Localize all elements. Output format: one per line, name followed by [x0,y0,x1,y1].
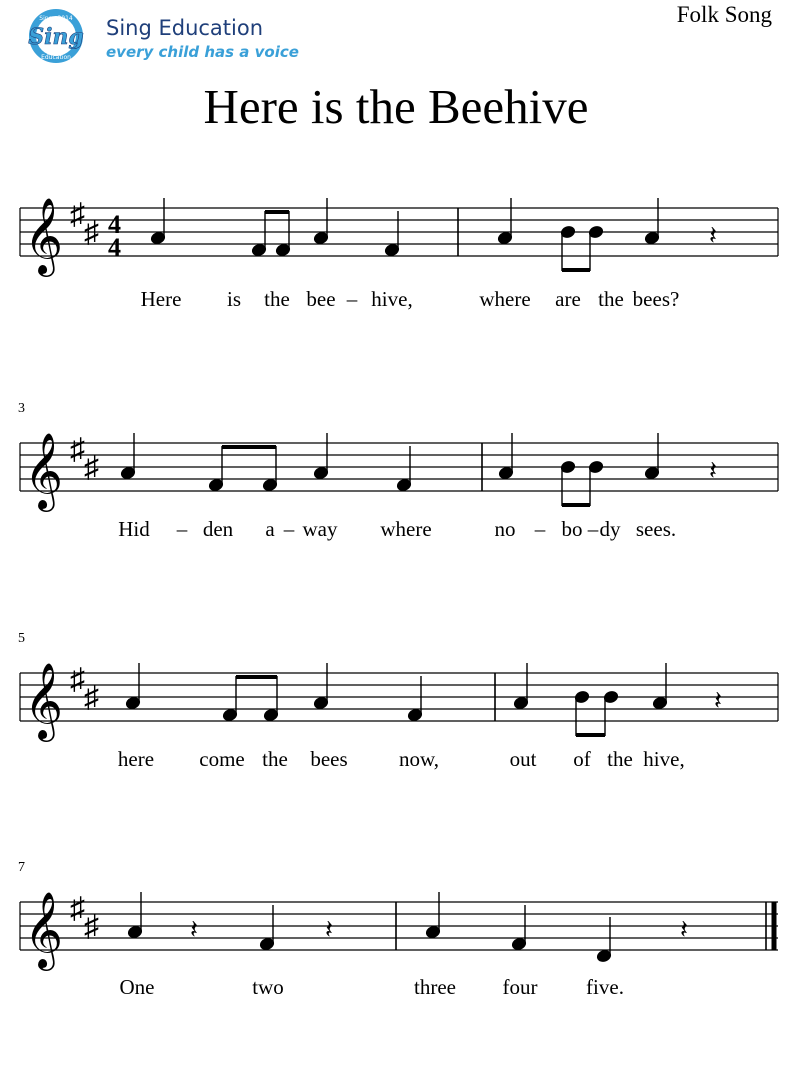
lyric-syllable: Hid [118,517,150,541]
sharp-icon: ♯ [70,198,85,231]
sharp-icon: ♯ [84,451,99,484]
lyric-hyphen: – [283,517,295,541]
sharp-icon: ♯ [70,433,85,466]
lyric-hyphen: – [176,517,188,541]
treble-clef-icon: 𝄞 [24,200,64,273]
lyric-syllable: here [117,747,155,771]
lyric-syllable: out [509,747,537,771]
lyric-syllable: bees [310,747,348,771]
staff-system-2 [0,395,792,615]
staff-notation [0,625,792,845]
sharp-icon: ♯ [84,910,99,943]
sharp-icon: ♯ [84,216,99,249]
treble-clef-icon: 𝄞 [24,894,64,967]
treble-clef-icon: 𝄞 [24,665,64,738]
composer-label: Folk Song [676,2,772,27]
lyric-syllable: three [414,975,456,999]
lyric-hyphen: – [346,287,358,311]
time-signature-top: 4 [108,210,121,239]
lyric-syllable: the [262,747,288,771]
lyric-syllable: the [607,747,633,771]
lyric-syllable: bees? [632,287,680,311]
staff-system-4 [0,854,792,1074]
lyric-syllable: the [264,287,290,311]
brand-tagline: every child has a voice [106,43,299,61]
quarter-rest-icon: 𝄽 [680,915,688,944]
lyric-syllable: dy [599,517,621,541]
lyric-syllable: Here [140,287,182,311]
measure-number: 7 [18,860,25,875]
sharp-icon: ♯ [70,892,85,925]
staff-notation [0,395,792,615]
lyric-syllable: five. [586,975,624,999]
sing-badge-icon [20,6,98,66]
lyric-syllable: hive, [371,287,413,311]
treble-clef-icon: 𝄞 [24,435,64,508]
lyric-syllable: is [226,287,242,311]
lyric-syllable: way [302,517,338,541]
lyric-syllable: come [199,747,245,771]
quarter-rest-icon: 𝄽 [709,221,717,250]
lyric-syllable: of [573,747,591,771]
badge-ring-top-text: Since 2014 [39,15,73,22]
brand-logo [20,6,299,66]
time-signature-bottom: 4 [108,233,121,262]
lyric-syllable: two [252,975,284,999]
quarter-rest-icon: 𝄽 [714,686,722,715]
measure-number: 3 [18,401,25,416]
lyric-syllable: bee [306,287,336,311]
lyric-syllable: hive, [643,747,685,771]
badge-word: Sing [28,24,84,50]
brand-name: Sing Education [106,16,264,40]
staff-system-1 [0,160,792,380]
staff-notation [0,160,792,380]
lyric-syllable: where [380,517,432,541]
lyric-syllable: sees. [635,517,677,541]
lyric-syllable: den [202,517,234,541]
quarter-rest-icon: 𝄽 [190,915,198,944]
lyric-hyphen: – [534,517,546,541]
lyric-syllable: One [119,975,155,999]
lyric-syllable: no [494,517,516,541]
lyric-hyphen: – [587,517,599,541]
measure-number: 5 [18,631,25,646]
badge-ring-bottom-text: Education [41,54,71,61]
lyric-syllable: the [598,287,624,311]
quarter-rest-icon: 𝄽 [325,915,333,944]
lyric-syllable: where [479,287,531,311]
lyric-syllable: four [502,975,538,999]
lyric-syllable: bo [561,517,583,541]
lyric-syllable: are [555,287,581,311]
staff-system-3 [0,625,792,845]
sharp-icon: ♯ [84,681,99,714]
lyric-syllable: now, [398,747,440,771]
quarter-rest-icon: 𝄽 [709,456,717,485]
lyric-syllable: a [265,517,275,541]
sharp-icon: ♯ [70,663,85,696]
page-title: Here is the Beehive [203,79,589,134]
